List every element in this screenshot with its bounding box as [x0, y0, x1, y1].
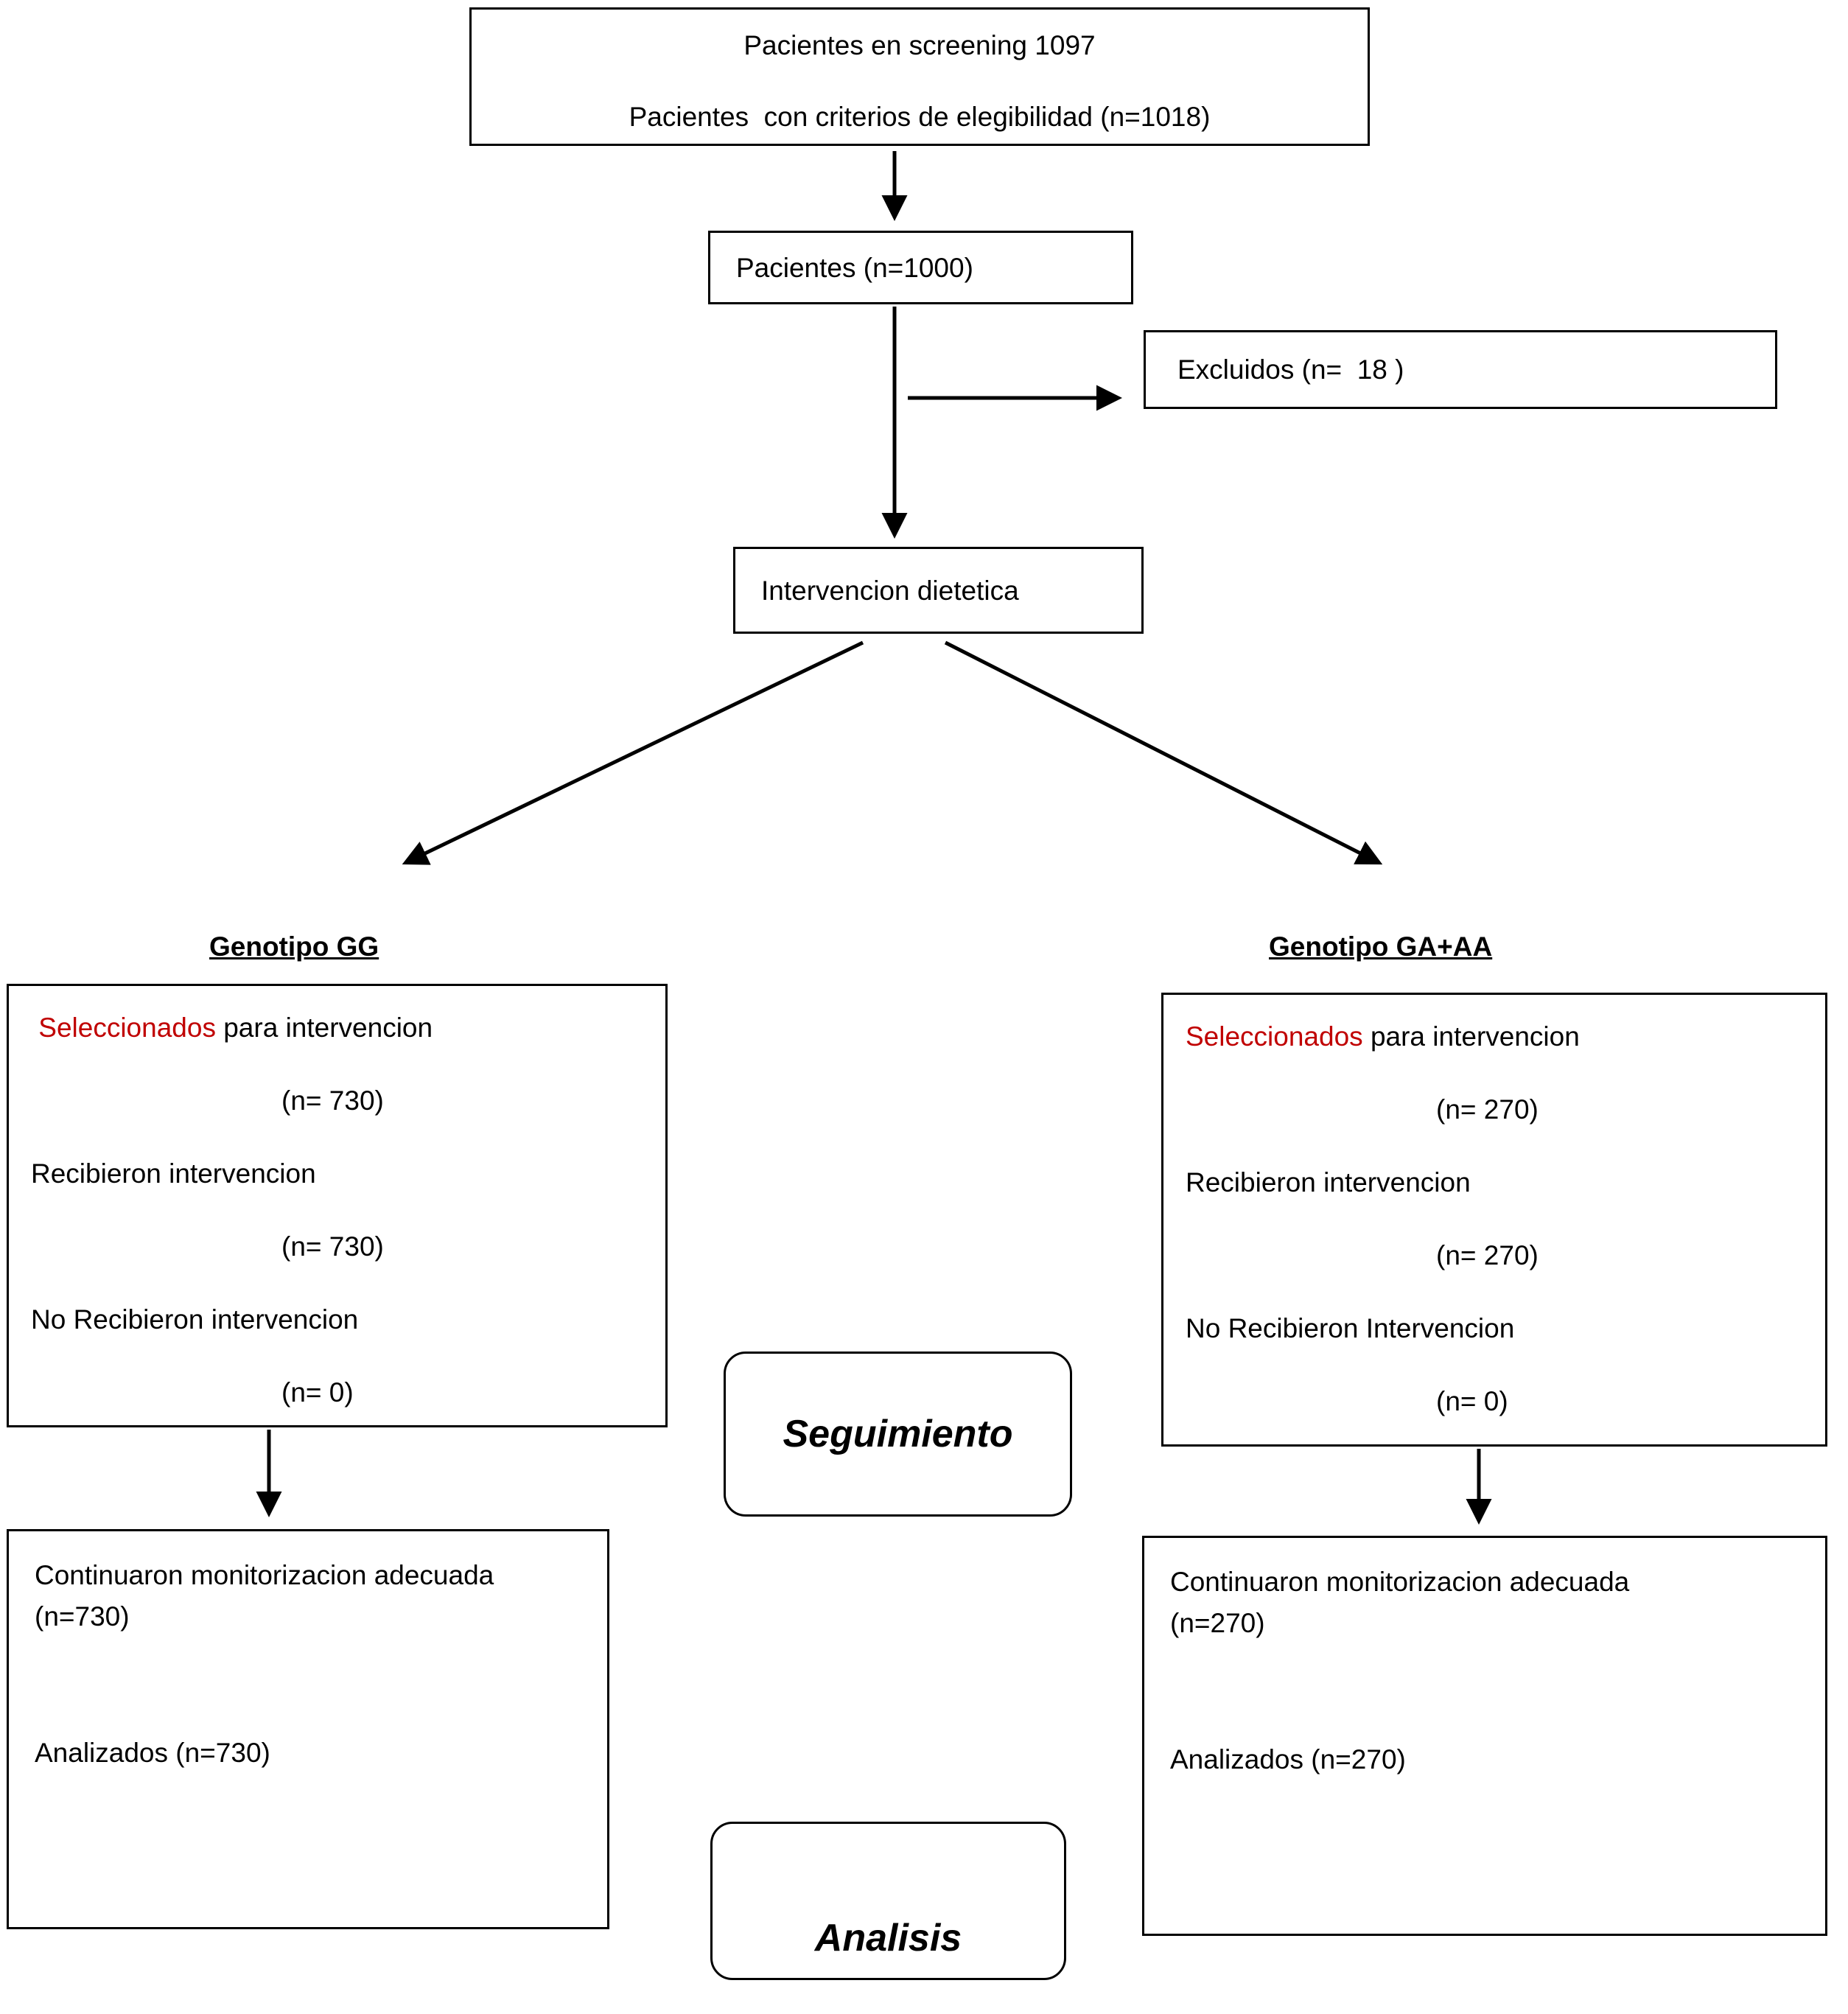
eligibility-label: Pacientes con criterios de elegibilidad (n=1018) — [629, 102, 1211, 132]
gg-monitoring-label: Continuaron monitorizacion adecuada (n=730) — [35, 1560, 502, 1632]
gaaa-not-received-n: (n= 0) — [1436, 1386, 1508, 1416]
gg-selected-word: Seleccionados — [38, 1013, 216, 1043]
gg-analyzed-label: Analizados (n=730) — [35, 1738, 270, 1768]
gaaa-followup-box — [1142, 1536, 1827, 1936]
intervention-box — [733, 547, 1144, 634]
intervention-label: Intervencion dietetica — [761, 575, 1019, 606]
gaaa-selected-n: (n= 270) — [1436, 1094, 1539, 1125]
gg-not-received-label: No Recibieron intervencion — [31, 1304, 359, 1335]
excluded-box — [1144, 330, 1777, 409]
gg-not-received-n: (n= 0) — [281, 1377, 354, 1408]
patients-label: Pacientes (n=1000) — [736, 252, 973, 283]
gaaa-analyzed-label: Analizados (n=270) — [1170, 1744, 1406, 1775]
gaaa-received-n: (n= 270) — [1436, 1240, 1539, 1270]
gg-selected-line — [31, 1014, 643, 1041]
gg-received-label: Recibieron intervencion — [31, 1158, 316, 1189]
seguimiento-label: Seguimiento — [783, 1413, 1013, 1455]
excluded-label: Excluidos (n= 18 ) — [1177, 354, 1404, 385]
patients-box — [708, 231, 1133, 304]
analisis-label: Analisis — [814, 1917, 962, 1959]
gaaa-selected-rest: para intervencion — [1362, 1021, 1580, 1052]
gaaa-selected-line — [1186, 1023, 1803, 1050]
gg-selected-rest: para intervencion — [215, 1013, 433, 1043]
analisis-box — [710, 1822, 1066, 1980]
screening-box — [469, 7, 1370, 146]
gg-received-n: (n= 730) — [281, 1231, 384, 1262]
genotype-gaaa-box — [1161, 993, 1827, 1447]
genotype-gaaa-heading: Genotipo GA+AA — [1269, 931, 1493, 962]
gaaa-received-label: Recibieron intervencion — [1186, 1167, 1471, 1197]
gaaa-monitoring-label: Continuaron monitorizacion adecuada (n=270) — [1170, 1567, 1637, 1638]
arrow-intervention-to-gg — [407, 643, 863, 862]
genotype-gg-box — [7, 984, 668, 1427]
gg-followup-box — [7, 1529, 609, 1929]
genotype-gg-heading: Genotipo GG — [209, 931, 379, 962]
screening-count-label: Pacientes en screening 1097 — [743, 30, 1096, 60]
gaaa-selected-word: Seleccionados — [1186, 1021, 1363, 1052]
seguimiento-box — [724, 1352, 1072, 1517]
arrow-intervention-to-gaaa — [945, 643, 1378, 862]
gg-selected-n: (n= 730) — [281, 1085, 384, 1116]
gaaa-not-received-label: No Recibieron Intervencion — [1186, 1313, 1515, 1343]
